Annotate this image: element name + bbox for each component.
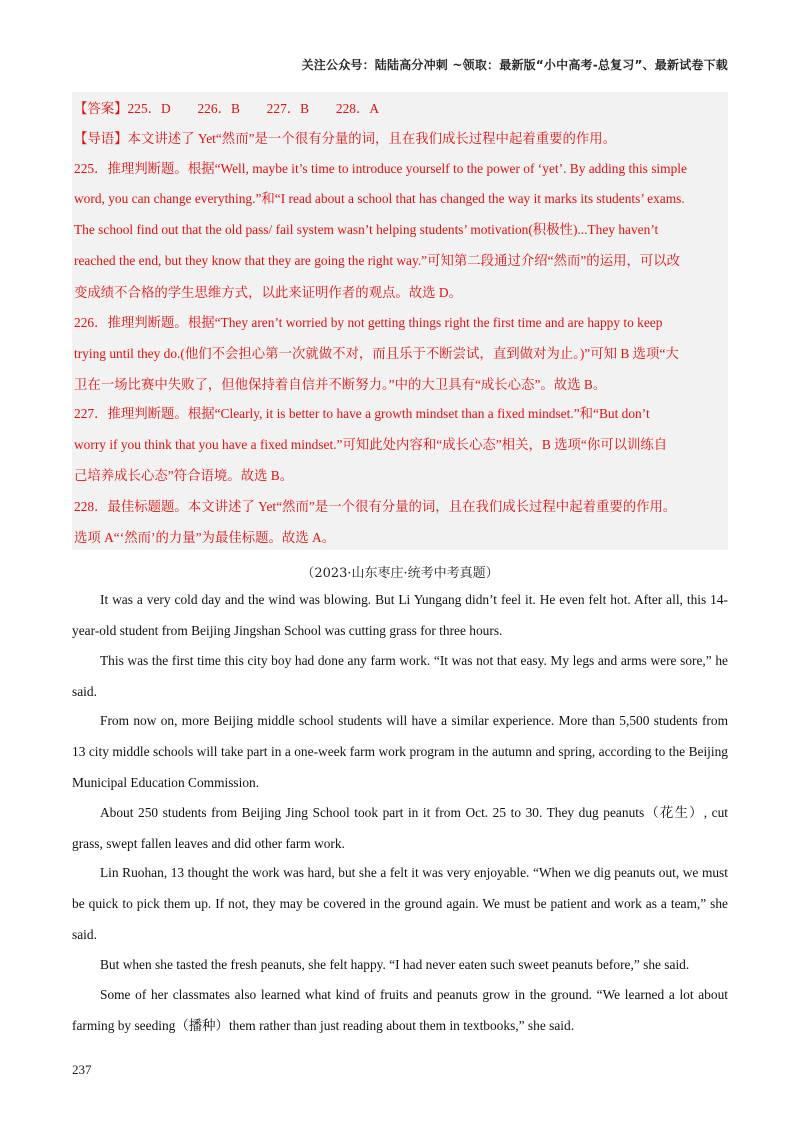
explanation-line: word, you can change everything.”和“I read about a school that has changed the way it marks its students’ exams. (74, 191, 685, 206)
page-header: 关注公众号：陆陆高分冲刺 ~领取：最新版“小中高考-总复习”、最新试卷下载 (301, 58, 728, 72)
page-number: 237 (72, 1062, 92, 1077)
passage-paragraph: Some of her classmates also learned what kind of fruits and peanuts grow in the ground. “We learned a lot about farming by seeding（播种）them rather than just reading about them in textbooks,” she said. (72, 987, 728, 1033)
question-source: （2023·山东枣庄·统考中考真题） (301, 566, 499, 581)
explanation-line: 卫在一场比赛中失败了，但他保持着自信并不断努力。”中的大卫具有“成长心态”。故选 B。 (74, 377, 607, 392)
explanation-line: 选项 A“‘然而’的力量”为最佳标题。故选 A。 (74, 530, 336, 545)
explanation-line: The school find out that the old pass/ fail system wasn’t helping students’ motivation(积极性)...They haven’t (74, 222, 659, 237)
answer-key-line: 【答案】225．D 226．B 227．B 228．A (74, 101, 380, 116)
explanation-line: 变成绩不合格的学生思维方式，以此来证明作者的观点。故选 D。 (74, 285, 462, 300)
passage-paragraph: It was a very cold day and the wind was blowing. But Li Yungang didn’t feel it. He even felt hot. After all, this 14-year-old student from Beijing Jingshan School was cutting grass for three hours. (72, 592, 728, 638)
explanation-line: reached the end, but they know that they are going the right way.”可知第二段通过介绍“然而”的运用，可以改 (74, 253, 681, 268)
intro-line: 【导语】本文讲述了 Yet“然而”是一个很有分量的词，且在我们成长过程中起着重要的作用。 (74, 131, 617, 146)
explanation-line: 228．最佳标题题。本文讲述了 Yet“然而”是一个很有分量的词，且在我们成长过程中起着重要的作用。 (74, 499, 677, 514)
passage-paragraph: Lin Ruohan, 13 thought the work was hard, but she a felt it was very enjoyable. “When we dig peanuts out, we must be quick to pick them up. If not, they may be covered in the ground again. We must be patient and work as a team,” she said. (72, 865, 728, 942)
explanation-line: trying until they do.(他们不会担心第一次就做不对，而且乐于不断尝试，直到做对为止。)”可知 B 选项“大 (74, 346, 679, 361)
explanation-line: worry if you think that you have a fixed mindset.”可知此处内容和“成长心态”相关，B 选项“你可以训练自 (74, 437, 668, 452)
passage-paragraph: But when she tasted the fresh peanuts, she felt happy. “I had never eaten such sweet peanuts before,” she said. (100, 957, 690, 972)
explanation-line: 226．推理判断题。根据“They aren’t worried by not getting things right the first time and are happy to keep (74, 315, 663, 330)
explanation-line: 227．推理判断题。根据“Clearly, it is better to have a growth mindset than a fixed mindset.”和“But don’t (74, 406, 650, 421)
explanation-line: 225．推理判断题。根据“Well, maybe it’s time to introduce yourself to the power of ‘yet’. By adding this simple (74, 161, 687, 176)
passage-paragraph: This was the first time this city boy had done any farm work. “It was not that easy. My legs and arms were sore,” he said. (72, 653, 728, 699)
passage-paragraph: From now on, more Beijing middle school students will have a similar experience. More than 5,500 students from 13 city middle schools will take part in a one-week farm work program in the autumn and spring, according to the Beijing Municipal Education Commission. (72, 713, 728, 790)
explanation-line: 己培养成长心态”符合语境。故选 B。 (74, 468, 294, 483)
passage-paragraph: About 250 students from Beijing Jing School took part in it from Oct. 25 to 30. They dug peanuts（花生）, cut grass, swept fallen leaves and did other farm work. (72, 805, 728, 851)
